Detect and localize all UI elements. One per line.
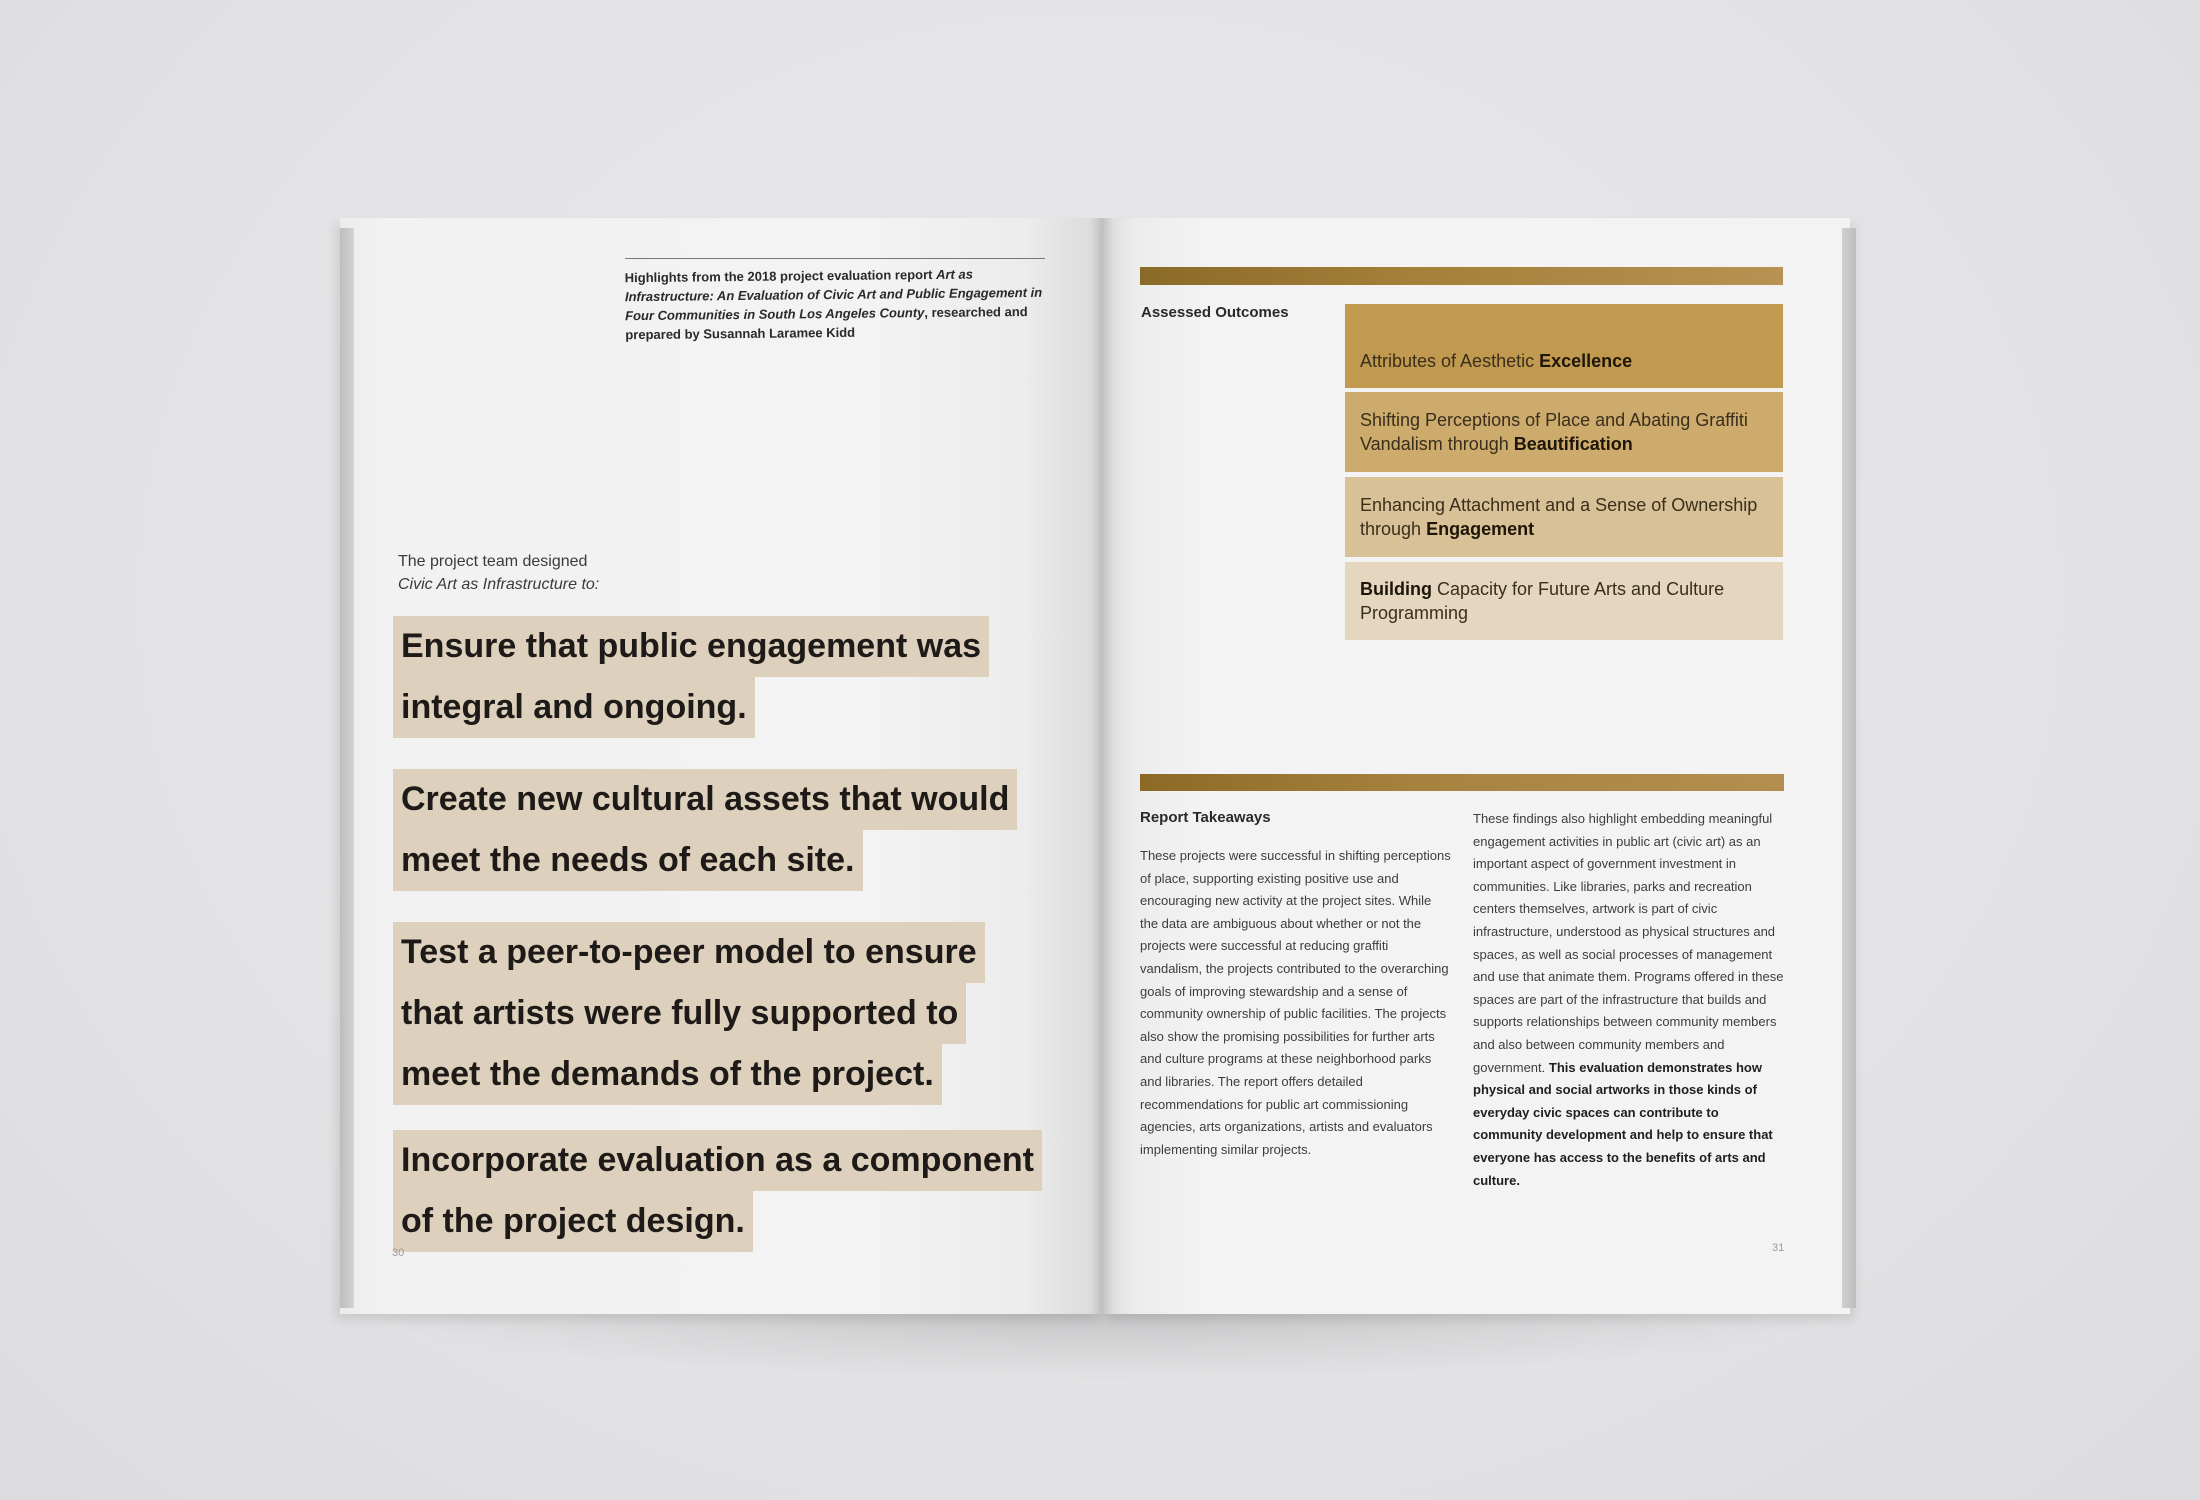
goal-1-line-1: Ensure that public engagement was — [393, 616, 989, 677]
takeaways-column-2-text: These findings also highlight embedding meaningful engagement activities in public art (civic art) as an important aspect of government investment in communities. Like libraries, parks and recreation centers themselves, artwork is part of civic infrastructure, understood as physical structures and spaces, as well as social processes of management and use that animate them. Programs offered in these spaces are part of the infrastructure that builds and supports relationships between community members and also between community members and government. — [1473, 811, 1784, 1075]
goal-4 — [393, 1130, 1042, 1252]
assessed-outcomes-title: Assessed Outcomes — [1141, 304, 1289, 321]
left-page-edge — [340, 228, 354, 1308]
outcome-box-4 — [1345, 562, 1783, 640]
outcome-box-2 — [1345, 392, 1783, 472]
outcome-1-bold: Excellence — [1539, 351, 1633, 371]
goal-4-line-2: of the project design. — [393, 1191, 753, 1252]
page-number-left: 30 — [392, 1247, 405, 1259]
goal-2-line-1: Create new cultural assets that would — [393, 769, 1017, 830]
gold-bar-top — [1140, 267, 1783, 285]
goal-3-line-2: that artists were fully supported to — [393, 983, 966, 1044]
outcome-box-1 — [1345, 304, 1783, 388]
designed-line-1: The project team designed — [398, 553, 588, 570]
highlights-report-title: Art as Infrastructure: An Evaluation of Civic Art and Public Engagement in Four Communities in South Los Angeles County — [624, 266, 1043, 324]
goal-3 — [393, 922, 985, 1105]
takeaways-column-2-bold: This evaluation demonstrates how physical and social artworks in those kinds of everyday civic spaces can contribute to community development and help to ensure that everyone has access to the benefits of arts and culture. — [1473, 1059, 1773, 1188]
book-gutter — [1090, 218, 1114, 1314]
page-number-right: 31 — [1772, 1242, 1785, 1254]
takeaways-column-2 — [1473, 808, 1785, 1192]
goal-3-line-3: meet the demands of the project. — [393, 1044, 942, 1105]
goal-1-line-2: integral and ongoing. — [393, 677, 755, 738]
right-page-edge — [1842, 228, 1856, 1308]
designed-intro — [398, 550, 599, 596]
outcome-box-3 — [1345, 477, 1783, 557]
outcome-2-text: Shifting Perceptions of Place and Abating Graffiti Vandalism through — [1360, 410, 1748, 454]
highlights-text-2: , researched and prepared by Susannah Laramee Kidd — [625, 303, 1028, 343]
outcome-4-text: Capacity for Future Arts and Culture Programming — [1360, 579, 1725, 623]
outcome-3-text: Enhancing Attachment and a Sense of Ownership through — [1360, 495, 1758, 539]
goal-1 — [393, 616, 989, 738]
takeaways-column-1: These projects were successful in shifting perceptions of place, supporting existing positive use and encouraging new activity at the project sites. While the data are ambiguous about whether or not the projects were successful at reducing graffiti vandalism, the projects contributed to the overarching goals of improving stewardship and a sense of community ownership of public facilities. The projects also show the promising possibilities for further arts and culture programs at these neighborhood parks and libraries. The report offers detailed recommendations for public art commissioning agencies, arts organizations, artists and evaluators implementing similar projects. — [1140, 848, 1451, 1157]
highlights-rule — [625, 258, 1045, 259]
report-takeaways-title: Report Takeaways — [1140, 809, 1271, 826]
designed-line-2: Civic Art as Infrastructure to: — [398, 576, 600, 593]
goal-4-line-1: Incorporate evaluation as a component — [393, 1130, 1042, 1191]
outcome-2-bold: Beautification — [1513, 434, 1633, 454]
outcome-3-bold: Engagement — [1426, 519, 1535, 539]
highlights-text-1: Highlights from the 2018 project evaluation report — [624, 266, 937, 286]
goal-2-line-2: meet the needs of each site. — [393, 830, 863, 891]
outcome-1-text: Attributes of Aesthetic — [1360, 351, 1540, 371]
gold-bar-middle — [1140, 774, 1784, 791]
goal-2 — [393, 769, 1017, 891]
highlights-caption — [625, 264, 1046, 344]
outcome-4-bold: Building — [1360, 579, 1432, 599]
goal-3-line-1: Test a peer-to-peer model to ensure — [393, 922, 985, 983]
